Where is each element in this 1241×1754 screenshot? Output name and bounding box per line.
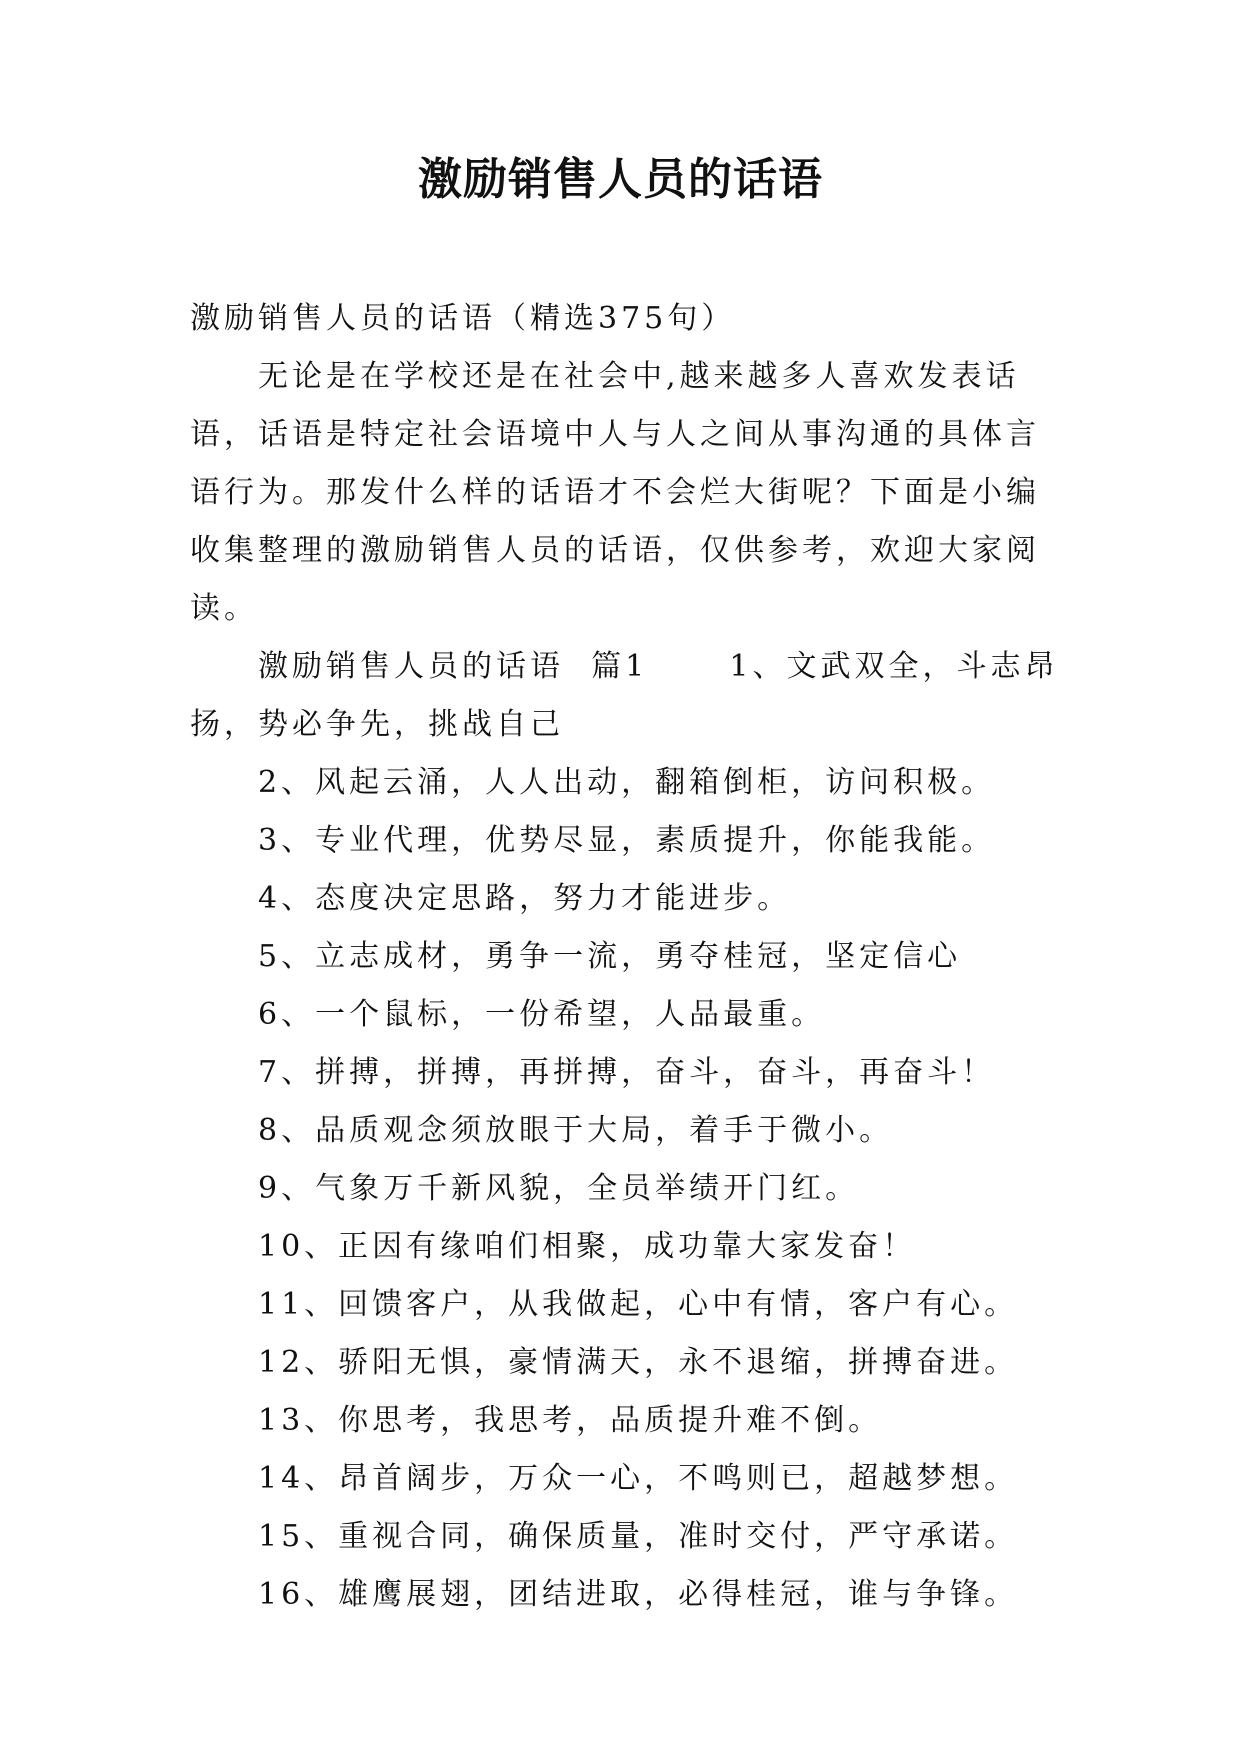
list-item: 4、态度决定思路，努力才能进步。 <box>258 881 792 916</box>
list-item: 8、品质观念须放眼于大局，着手于微小。 <box>258 1113 894 1148</box>
section-heading-line: 激励销售人员的话语 篇1 1、文武双全，斗志昂扬，势必争先，挑战自己 <box>190 649 1059 742</box>
document-title: 激励销售人员的话语 <box>418 154 823 205</box>
document-body <box>190 290 1070 1624</box>
list-item: 7、拼搏，拼搏，再拼搏，奋斗，奋斗，再奋斗！ <box>258 1055 996 1090</box>
list-item: 3、专业代理，优势尽显，素质提升，你能我能。 <box>258 823 996 858</box>
list-item: 16、雄鹰展翅，团结进取，必得桂冠，谁与争锋。 <box>258 1577 1019 1612</box>
list-item: 14、昂首阔步，万众一心，不鸣则已，超越梦想。 <box>258 1461 1019 1496</box>
list-item: 10、正因有缘咱们相聚，成功靠大家发奋！ <box>258 1229 917 1264</box>
list-item: 15、重视合同，确保质量，准时交付，严守承诺。 <box>258 1519 1019 1554</box>
list-item: 13、你思考，我思考，品质提升难不倒。 <box>258 1403 883 1438</box>
document-subtitle: 激励销售人员的话语（精选375句） <box>190 301 736 336</box>
list-item: 2、风起云涌，人人出动，翻箱倒柜，访问积极。 <box>258 765 996 800</box>
quote-list <box>190 754 1070 1624</box>
list-item: 6、一个鼠标，一份希望，人品最重。 <box>258 997 826 1032</box>
list-item: 9、气象万千新风貌，全员举绩开门红。 <box>258 1171 860 1206</box>
list-item: 12、骄阳无惧，豪情满天，永不退缩，拼搏奋进。 <box>258 1345 1019 1380</box>
list-item: 5、立志成材，勇争一流，勇夺桂冠，坚定信心 <box>258 939 962 974</box>
list-item: 11、回馈客户，从我做起，心中有情，客户有心。 <box>258 1287 1019 1322</box>
intro-paragraph: 无论是在学校还是在社会中,越来越多人喜欢发表话语，话语是特定社会语境中人与人之间从事沟通的具体言语行为。那发什么样的话语才不会烂大街呢？下面是小编收集整理的激励销售人员的话语，仅供参考，欢迎大家阅读。 <box>190 359 1040 626</box>
